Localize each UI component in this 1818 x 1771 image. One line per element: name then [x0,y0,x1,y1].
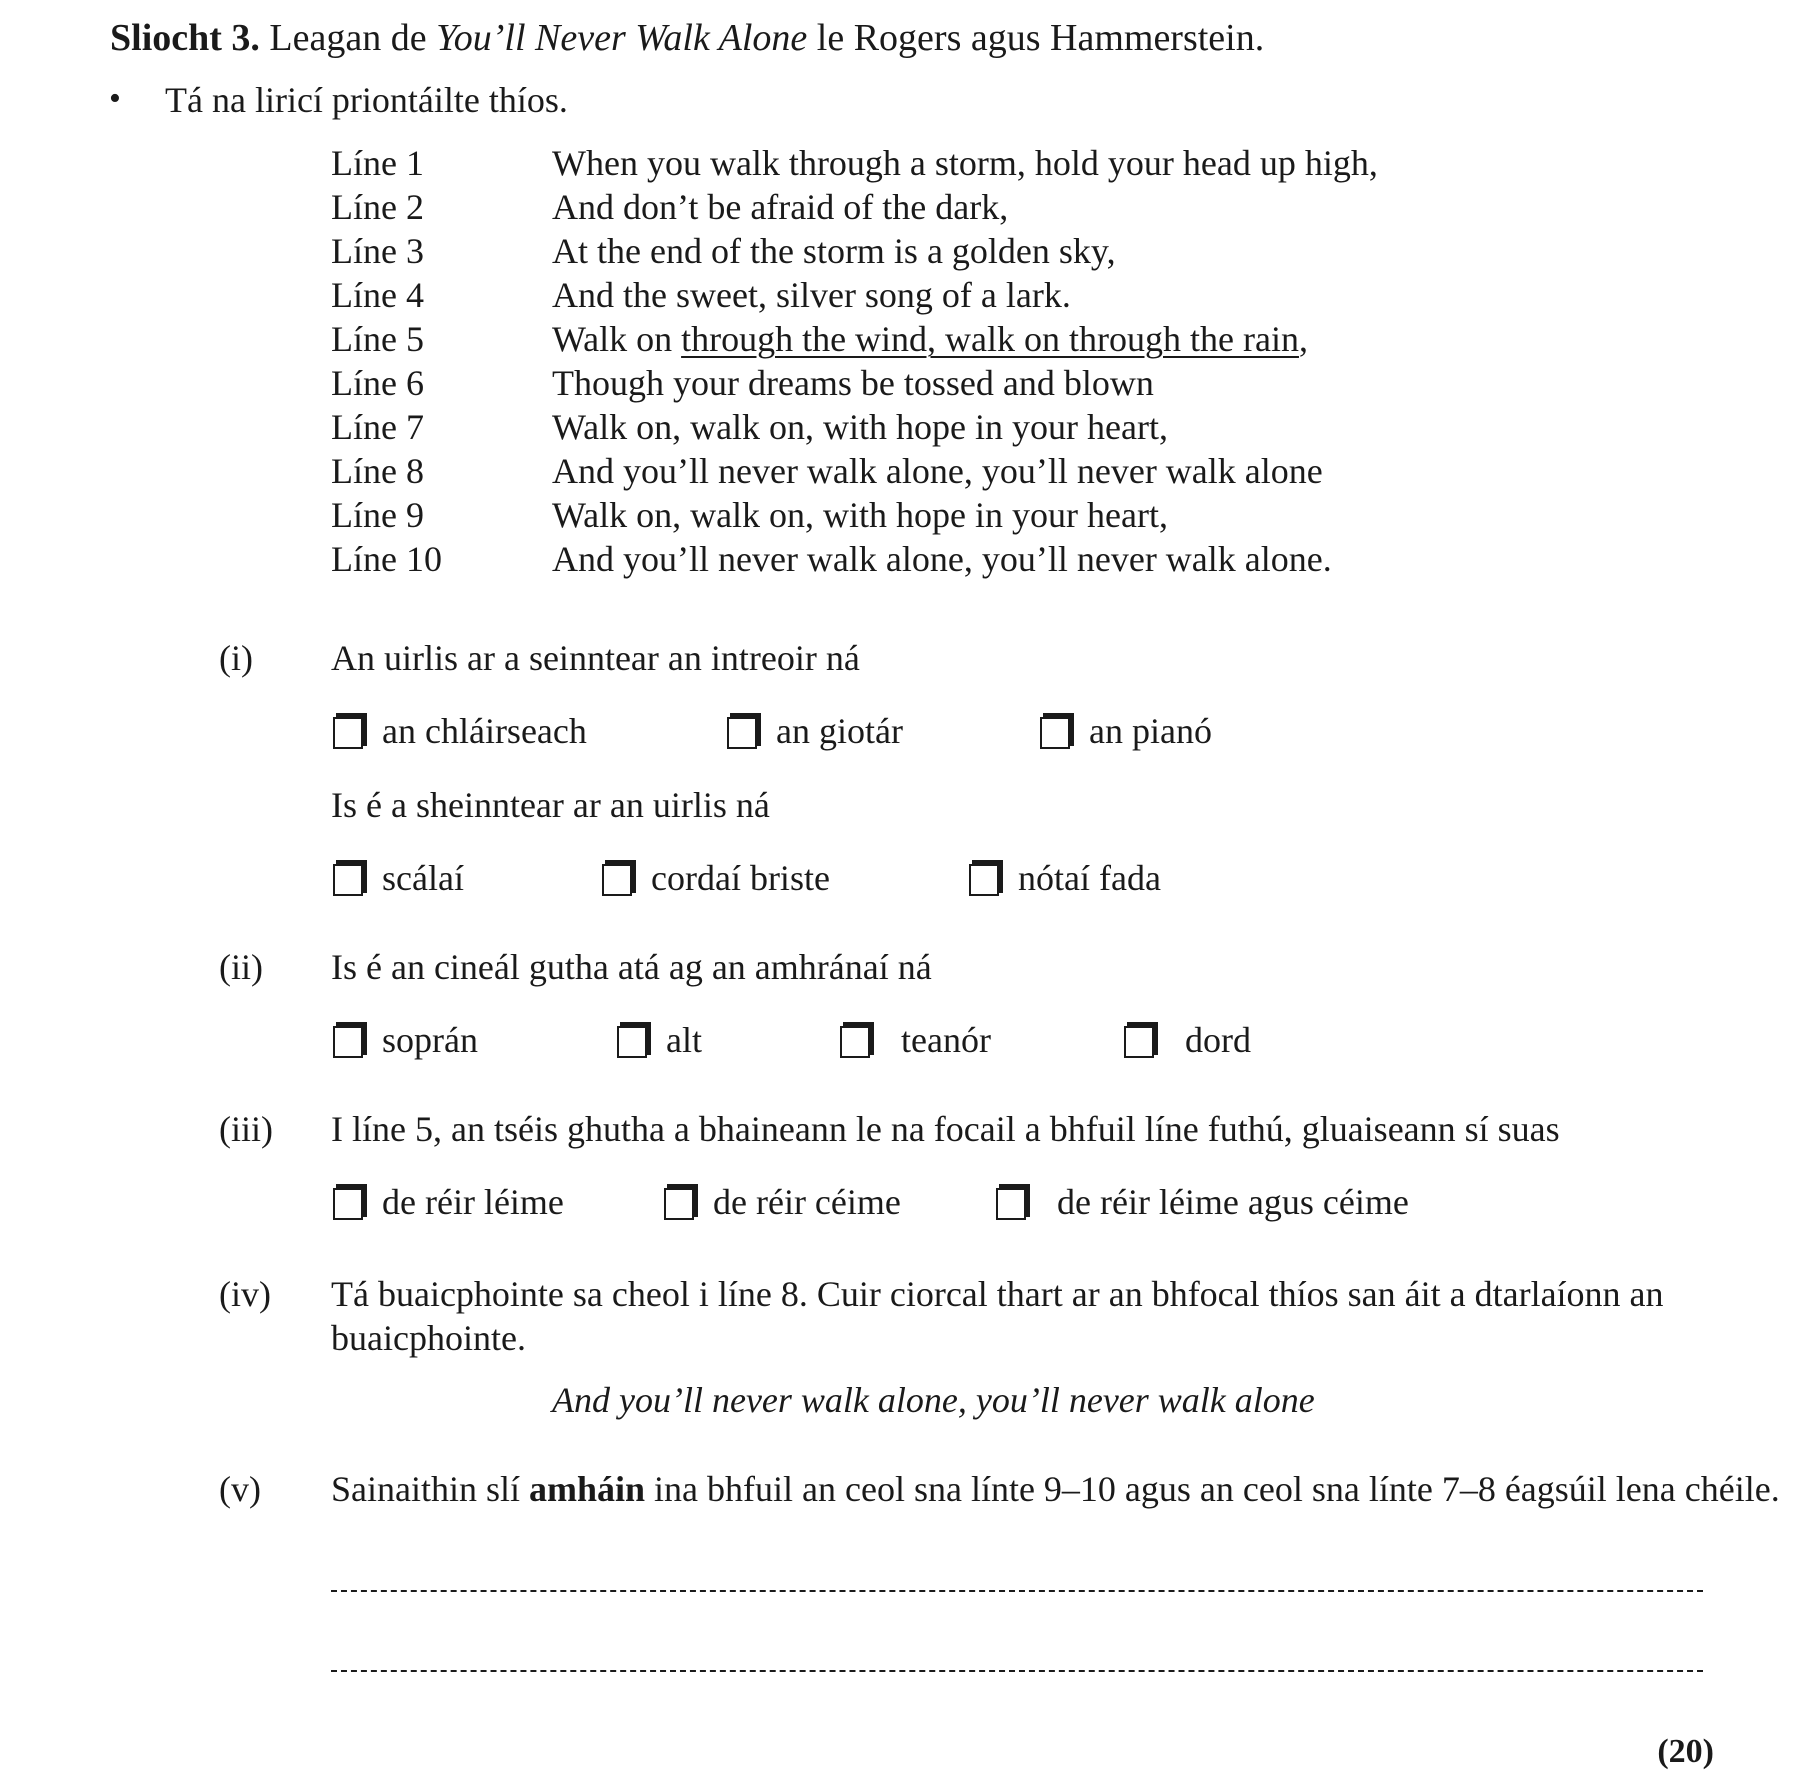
lyrics-table [331,143,1378,583]
answer-line-1[interactable] [331,1552,1703,1592]
lyric-pre: Walk on [552,319,682,359]
question-number: (iii) [219,1109,273,1149]
option-teanor[interactable] [840,1020,991,1060]
lyric-line-text: And don’t be afraid of the dark, [552,187,1009,227]
lyric-row [331,187,1378,231]
option-label: an chláirseach [382,711,587,751]
checkbox[interactable] [664,1184,698,1220]
answer-dash-line [331,1670,1703,1672]
heading-pre: Leagan de [269,17,427,59]
checkbox[interactable] [333,713,367,749]
checkbox[interactable] [333,1184,367,1220]
option-label: alt [666,1020,702,1060]
song-title: You’ll Never Walk Alone [436,17,808,59]
lyric-line-text [552,319,1308,363]
question-prompt [331,1469,1780,1509]
option-label: cordaí briste [651,858,830,898]
option-notai-fada[interactable] [969,858,1161,898]
option-label: scálaí [382,858,464,898]
lyric-line-number: Líne 3 [331,231,424,271]
answer-dash-line [331,1590,1703,1592]
prompt-post: ina bhfuil an ceol sna línte 9–10 agus an ceol sna línte 7–8 éagsúil lena chéile. [654,1469,1780,1509]
lyric-row [331,407,1378,451]
underlined-phrase: through the wind, walk on through the rain [681,319,1299,359]
question-prompt: An uirlis ar a seinntear an intreoir ná [331,638,860,678]
option-scalai[interactable] [333,858,464,898]
section-heading [110,17,1264,59]
lyric-row [331,363,1378,407]
lyric-line-text: And you’ll never walk alone, you’ll never walk alone. [552,539,1332,579]
lyric-line-text: When you walk through a storm, hold your head up high, [552,143,1378,183]
marks-total: (20) [1657,1733,1714,1770]
lyric-line-number: Líne 2 [331,187,424,227]
option-chlairseach[interactable] [333,711,587,751]
option-dord[interactable] [1124,1020,1251,1060]
bullet-icon: • [109,80,121,117]
heading-post: le Rogers agus Hammerstein. [816,17,1265,59]
option-label: de réir léime [382,1182,564,1222]
lyric-row [331,143,1378,187]
option-de-reir-leime[interactable] [333,1182,564,1222]
lyric-line-text: And the sweet, silver song of a lark. [552,275,1071,315]
checkbox[interactable] [1040,713,1074,749]
circle-target-lyric[interactable]: And you’ll never walk alone, you’ll never walk alone [552,1380,1315,1420]
lyric-line-text: Walk on, walk on, with hope in your heart, [552,495,1168,535]
checkbox[interactable] [727,713,761,749]
option-label: an giotár [776,711,903,751]
option-label: de réir léime agus céime [1057,1182,1409,1222]
question-number: (i) [219,638,253,678]
lyric-line-number: Líne 6 [331,363,424,403]
lyric-row [331,319,1378,363]
question-prompt-continued: buaicphointe. [331,1318,526,1358]
lyric-line-number: Líne 7 [331,407,424,447]
lyric-line-number: Líne 8 [331,451,424,491]
option-cordai-briste[interactable] [602,858,830,898]
question-prompt: Is é a sheinntear ar an uirlis ná [331,785,770,825]
lyric-row [331,451,1378,495]
prompt-emphasis: amháin [529,1469,646,1509]
question-prompt: Tá buaicphointe sa cheol i líne 8. Cuir ciorcal thart ar an bhfocal thíos san áit a dtarlaíonn an [331,1274,1664,1314]
option-de-reir-leime-agus-ceime[interactable] [996,1182,1409,1222]
lyric-line-number: Líne 4 [331,275,424,315]
option-piano[interactable] [1040,711,1212,751]
checkbox[interactable] [996,1184,1030,1220]
lyric-line-text: Walk on, walk on, with hope in your heart, [552,407,1168,447]
lyric-row [331,539,1378,583]
checkbox[interactable] [1124,1022,1158,1058]
lyric-row [331,275,1378,319]
option-alt[interactable] [617,1020,702,1060]
option-label: de réir céime [713,1182,901,1222]
lyric-line-number: Líne 5 [331,319,424,359]
lyric-post: , [1298,319,1308,359]
lyric-line-number: Líne 9 [331,495,424,535]
option-sopran[interactable] [333,1020,478,1060]
prompt-pre: Sainaithin slí [331,1469,520,1509]
question-number: (v) [219,1469,261,1509]
checkbox[interactable] [333,860,367,896]
option-de-reir-ceime[interactable] [664,1182,901,1222]
option-label: an pianó [1089,711,1212,751]
bullet-text: Tá na liricí priontáilte thíos. [165,80,568,120]
lyric-line-number: Líne 10 [331,539,442,579]
question-prompt: I líne 5, an tséis ghutha a bhaineann le na focail a bhfuil líne futhú, gluaiseann sí suas [331,1109,1560,1149]
lyric-line-text: Though your dreams be tossed and blown [552,363,1154,403]
lyric-row [331,231,1378,275]
lyric-line-text: At the end of the storm is a golden sky, [552,231,1116,271]
option-label: soprán [382,1020,478,1060]
option-label: nótaí fada [1018,858,1161,898]
question-number: (ii) [219,947,263,987]
checkbox[interactable] [617,1022,651,1058]
lyric-line-text: And you’ll never walk alone, you’ll never walk alone [552,451,1323,491]
question-prompt: Is é an cineál gutha atá ag an amhránaí ná [331,947,932,987]
section-label: Sliocht 3. [110,17,260,59]
checkbox[interactable] [969,860,1003,896]
lyric-line-number: Líne 1 [331,143,424,183]
lyric-row [331,495,1378,539]
option-label: dord [1185,1020,1251,1060]
option-giotar[interactable] [727,711,903,751]
checkbox[interactable] [840,1022,874,1058]
option-label: teanór [901,1020,991,1060]
checkbox[interactable] [333,1022,367,1058]
question-number: (iv) [219,1274,271,1314]
answer-line-2[interactable] [331,1632,1703,1672]
checkbox[interactable] [602,860,636,896]
